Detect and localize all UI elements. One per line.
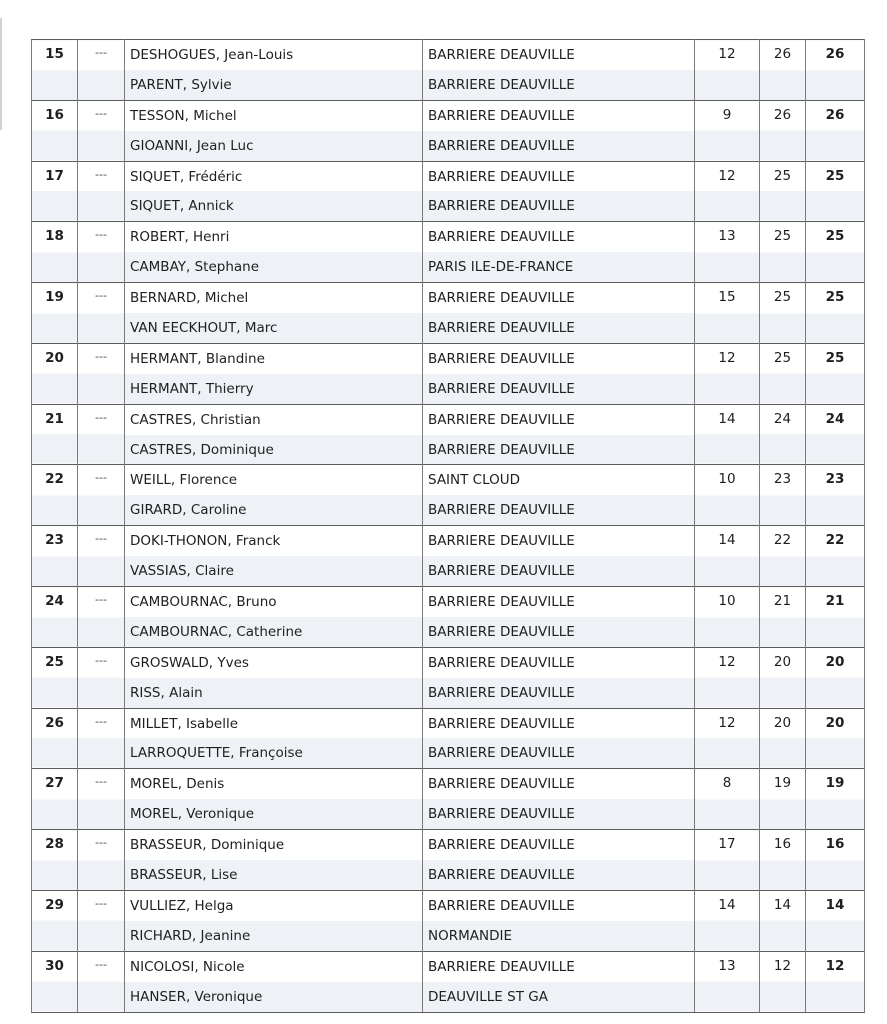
player-club-1: BARRIERE DEAUVILLE — [423, 587, 695, 617]
score-total: 25 — [806, 343, 865, 404]
player-name-2: HERMANT, Thierry — [125, 374, 423, 404]
previous-rank-cell: --- — [78, 647, 125, 708]
player-name-2: GIRARD, Caroline — [125, 495, 423, 525]
score-total: 26 — [806, 100, 865, 161]
player-name-1: CASTRES, Christian — [125, 404, 423, 434]
previous-rank-cell: --- — [78, 830, 125, 891]
player-club-1: BARRIERE DEAUVILLE — [423, 100, 695, 130]
pair-row-primary — [32, 830, 865, 860]
rank-cell: 28 — [32, 830, 78, 891]
score-col-1: 12 — [695, 161, 760, 222]
rank-cell: 20 — [32, 343, 78, 404]
pair-row-primary — [32, 404, 865, 434]
score-total: 16 — [806, 830, 865, 891]
previous-rank-cell: --- — [78, 951, 125, 1012]
score-total: 23 — [806, 465, 865, 526]
player-name-2: VASSIAS, Claire — [125, 556, 423, 586]
score-col-2: 26 — [760, 100, 806, 161]
score-col-1: 12 — [695, 343, 760, 404]
rank-cell: 26 — [32, 708, 78, 769]
player-club-2: BARRIERE DEAUVILLE — [423, 678, 695, 708]
player-name-2: HANSER, Veronique — [125, 982, 423, 1012]
player-name-1: ROBERT, Henri — [125, 222, 423, 252]
player-club-1: BARRIERE DEAUVILLE — [423, 404, 695, 434]
player-club-2: BARRIERE DEAUVILLE — [423, 70, 695, 100]
player-club-2: BARRIERE DEAUVILLE — [423, 313, 695, 343]
pair-row-primary — [32, 161, 865, 191]
score-total: 21 — [806, 587, 865, 648]
player-name-1: DOKI-THONON, Franck — [125, 526, 423, 556]
player-club-2: BARRIERE DEAUVILLE — [423, 556, 695, 586]
player-name-1: TESSON, Michel — [125, 100, 423, 130]
player-name-2: SIQUET, Annick — [125, 191, 423, 221]
previous-rank-cell: --- — [78, 100, 125, 161]
score-col-1: 14 — [695, 526, 760, 587]
score-total: 20 — [806, 647, 865, 708]
player-club-1: BARRIERE DEAUVILLE — [423, 40, 695, 70]
player-name-2: LARROQUETTE, Françoise — [125, 738, 423, 768]
previous-rank-cell: --- — [78, 283, 125, 344]
score-col-2: 25 — [760, 343, 806, 404]
player-name-1: SIQUET, Frédéric — [125, 161, 423, 191]
score-total: 22 — [806, 526, 865, 587]
score-col-1: 9 — [695, 100, 760, 161]
pair-row-primary — [32, 526, 865, 556]
score-col-1: 14 — [695, 890, 760, 951]
score-col-1: 12 — [695, 40, 760, 101]
score-total: 20 — [806, 708, 865, 769]
score-col-2: 25 — [760, 283, 806, 344]
rank-cell: 19 — [32, 283, 78, 344]
player-club-2: BARRIERE DEAUVILLE — [423, 191, 695, 221]
player-club-2: NORMANDIE — [423, 921, 695, 951]
player-name-1: MOREL, Denis — [125, 769, 423, 799]
player-name-1: MILLET, Isabelle — [125, 708, 423, 738]
pair-row-primary — [32, 283, 865, 313]
player-name-2: CAMBAY, Stephane — [125, 252, 423, 282]
score-col-1: 15 — [695, 283, 760, 344]
player-club-2: DEAUVILLE ST GA — [423, 982, 695, 1012]
player-name-2: CAMBOURNAC, Catherine — [125, 617, 423, 647]
score-col-2: 20 — [760, 708, 806, 769]
score-col-2: 25 — [760, 222, 806, 283]
player-club-2: BARRIERE DEAUVILLE — [423, 374, 695, 404]
player-name-1: DESHOGUES, Jean-Louis — [125, 40, 423, 70]
score-col-1: 12 — [695, 708, 760, 769]
rank-cell: 21 — [32, 404, 78, 465]
player-club-1: BARRIERE DEAUVILLE — [423, 951, 695, 981]
player-club-2: BARRIERE DEAUVILLE — [423, 131, 695, 161]
score-col-1: 14 — [695, 404, 760, 465]
page-edge-mark — [0, 18, 2, 130]
score-col-2: 14 — [760, 890, 806, 951]
score-col-1: 17 — [695, 830, 760, 891]
pair-row-primary — [32, 40, 865, 70]
player-name-2: RISS, Alain — [125, 678, 423, 708]
player-club-1: BARRIERE DEAUVILLE — [423, 161, 695, 191]
player-name-1: HERMANT, Blandine — [125, 343, 423, 373]
rank-cell: 27 — [32, 769, 78, 830]
player-club-1: BARRIERE DEAUVILLE — [423, 769, 695, 799]
player-club-2: BARRIERE DEAUVILLE — [423, 617, 695, 647]
score-col-2: 23 — [760, 465, 806, 526]
rank-cell: 23 — [32, 526, 78, 587]
player-club-1: BARRIERE DEAUVILLE — [423, 343, 695, 373]
pair-row-primary — [32, 769, 865, 799]
score-col-1: 8 — [695, 769, 760, 830]
score-col-1: 13 — [695, 222, 760, 283]
score-col-1: 10 — [695, 465, 760, 526]
player-club-1: BARRIERE DEAUVILLE — [423, 222, 695, 252]
rank-cell: 22 — [32, 465, 78, 526]
rank-cell: 25 — [32, 647, 78, 708]
player-club-2: BARRIERE DEAUVILLE — [423, 495, 695, 525]
pair-row-primary — [32, 465, 865, 495]
rank-cell: 15 — [32, 40, 78, 101]
player-name-1: GROSWALD, Yves — [125, 647, 423, 677]
player-name-2: VAN EECKHOUT, Marc — [125, 313, 423, 343]
previous-rank-cell: --- — [78, 222, 125, 283]
player-name-2: PARENT, Sylvie — [125, 70, 423, 100]
pair-row-primary — [32, 100, 865, 130]
score-total: 25 — [806, 222, 865, 283]
previous-rank-cell: --- — [78, 526, 125, 587]
score-col-2: 26 — [760, 40, 806, 101]
player-club-1: BARRIERE DEAUVILLE — [423, 708, 695, 738]
score-col-1: 10 — [695, 587, 760, 648]
player-club-2: BARRIERE DEAUVILLE — [423, 860, 695, 890]
rank-cell: 24 — [32, 587, 78, 648]
player-name-2: RICHARD, Jeanine — [125, 921, 423, 951]
previous-rank-cell: --- — [78, 587, 125, 648]
rank-cell: 18 — [32, 222, 78, 283]
player-club-1: BARRIERE DEAUVILLE — [423, 890, 695, 920]
player-name-1: CAMBOURNAC, Bruno — [125, 587, 423, 617]
player-club-1: BARRIERE DEAUVILLE — [423, 283, 695, 313]
score-col-2: 22 — [760, 526, 806, 587]
score-total: 24 — [806, 404, 865, 465]
player-club-1: BARRIERE DEAUVILLE — [423, 526, 695, 556]
previous-rank-cell: --- — [78, 769, 125, 830]
score-col-2: 16 — [760, 830, 806, 891]
player-name-2: BRASSEUR, Lise — [125, 860, 423, 890]
previous-rank-cell: --- — [78, 343, 125, 404]
player-club-2: BARRIERE DEAUVILLE — [423, 435, 695, 465]
score-col-1: 12 — [695, 647, 760, 708]
player-name-1: BRASSEUR, Dominique — [125, 830, 423, 860]
score-col-2: 24 — [760, 404, 806, 465]
score-total: 26 — [806, 40, 865, 101]
score-total: 12 — [806, 951, 865, 1012]
player-club-2: BARRIERE DEAUVILLE — [423, 799, 695, 829]
player-club-1: BARRIERE DEAUVILLE — [423, 647, 695, 677]
score-total: 19 — [806, 769, 865, 830]
previous-rank-cell: --- — [78, 890, 125, 951]
pair-row-primary — [32, 647, 865, 677]
score-col-1: 13 — [695, 951, 760, 1012]
previous-rank-cell: --- — [78, 161, 125, 222]
player-name-1: VULLIEZ, Helga — [125, 890, 423, 920]
pair-row-primary — [32, 587, 865, 617]
results-table — [31, 39, 865, 1013]
rank-cell: 30 — [32, 951, 78, 1012]
score-total: 14 — [806, 890, 865, 951]
pair-row-primary — [32, 222, 865, 252]
pair-row-primary — [32, 951, 865, 981]
pair-row-primary — [32, 343, 865, 373]
score-col-2: 12 — [760, 951, 806, 1012]
previous-rank-cell: --- — [78, 708, 125, 769]
player-club-1: BARRIERE DEAUVILLE — [423, 830, 695, 860]
player-name-1: NICOLOSI, Nicole — [125, 951, 423, 981]
player-club-1: SAINT CLOUD — [423, 465, 695, 495]
score-total: 25 — [806, 161, 865, 222]
previous-rank-cell: --- — [78, 404, 125, 465]
pair-row-primary — [32, 708, 865, 738]
player-club-2: PARIS ILE-DE-FRANCE — [423, 252, 695, 282]
pair-row-primary — [32, 890, 865, 920]
rank-cell: 16 — [32, 100, 78, 161]
player-name-2: GIOANNI, Jean Luc — [125, 131, 423, 161]
score-col-2: 19 — [760, 769, 806, 830]
player-name-1: WEILL, Florence — [125, 465, 423, 495]
player-name-1: BERNARD, Michel — [125, 283, 423, 313]
rank-cell: 17 — [32, 161, 78, 222]
results-body — [32, 40, 865, 1013]
score-total: 25 — [806, 283, 865, 344]
score-col-2: 21 — [760, 587, 806, 648]
previous-rank-cell: --- — [78, 465, 125, 526]
score-col-2: 25 — [760, 161, 806, 222]
player-name-2: CASTRES, Dominique — [125, 435, 423, 465]
rank-cell: 29 — [32, 890, 78, 951]
player-name-2: MOREL, Veronique — [125, 799, 423, 829]
score-col-2: 20 — [760, 647, 806, 708]
player-club-2: BARRIERE DEAUVILLE — [423, 738, 695, 768]
previous-rank-cell: --- — [78, 40, 125, 101]
